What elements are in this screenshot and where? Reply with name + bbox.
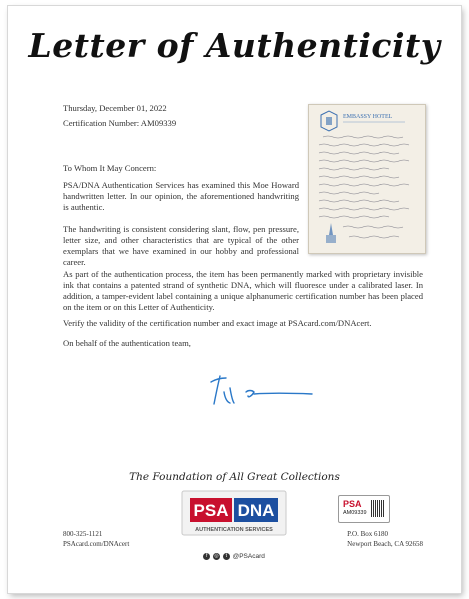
paragraph-process: As part of the authentication process, the item has been permanently marked with proprietary invisible ink that contains a patented strand of synthetic DNA, which will fluoresce under a calibrated laser. In addition, a tamper-evident label containing a unique alphanumeric certification number has been placed on the item or on this Letter of Authenticity.: [63, 269, 423, 312]
item-thumbnail: [308, 104, 426, 254]
social-handle-text: @PSAcard: [232, 553, 265, 561]
letter-page: [8, 6, 461, 593]
hotel-tower-icon: [326, 223, 336, 243]
instagram-icon[interactable]: ◎: [214, 553, 219, 559]
letter-date: Thursday, December 01, 2022: [63, 103, 167, 113]
paragraph-closing: On behalf of the authentication team,: [63, 338, 191, 348]
address-line-2: Newport Beach, CA 92658: [347, 540, 423, 548]
signature: [208, 368, 318, 414]
paragraph-handwriting: The handwriting is consistent considering slant, flow, pen pressure, letter size, and other characteristics that are typical of the other exemplars that we have examined in our hobby and professional career.: [63, 224, 299, 267]
psa-logo-text: PSA: [193, 501, 229, 520]
paragraph-verify: Verify the validity of the certification number and exact image at PSAcard.com/DNAcert.: [63, 318, 372, 328]
sticker-number: AM09339: [343, 510, 367, 516]
paragraph-examination: PSA/DNA Authentication Services has examined this Moe Howard handwritten letter. In our opinion, the aforementioned handwriting is authentic.: [63, 180, 299, 212]
footer-tagline: The Foundation of All Great Collections: [129, 471, 340, 483]
dna-logo-text: DNA: [237, 501, 275, 520]
barcode-icon: [371, 500, 385, 517]
contact-right: [347, 529, 423, 549]
psa-dna-logo: [176, 489, 292, 551]
logo-subtext: AUTHENTICATION SERVICES: [195, 527, 273, 533]
facebook-icon[interactable]: f: [203, 553, 210, 560]
contact-left: [63, 529, 129, 549]
hotel-crest-icon: [321, 111, 337, 131]
salutation: To Whom It May Concern:: [63, 163, 157, 173]
address-line-1: P.O. Box 6180: [347, 530, 389, 538]
website-link[interactable]: PSAcard.com/DNAcert: [63, 540, 130, 548]
social-handles: [176, 553, 292, 560]
phone-number: 800-325-1121: [63, 530, 103, 538]
page-title: Letter of Authenticity: [28, 26, 441, 65]
letterhead-text: EMBASSY HOTEL: [343, 114, 393, 120]
certification-number: Certification Number: AM09339: [63, 118, 177, 128]
sticker-brand: PSA: [343, 499, 362, 509]
twitter-icon[interactable]: t: [223, 553, 230, 560]
certification-sticker: [338, 495, 390, 523]
